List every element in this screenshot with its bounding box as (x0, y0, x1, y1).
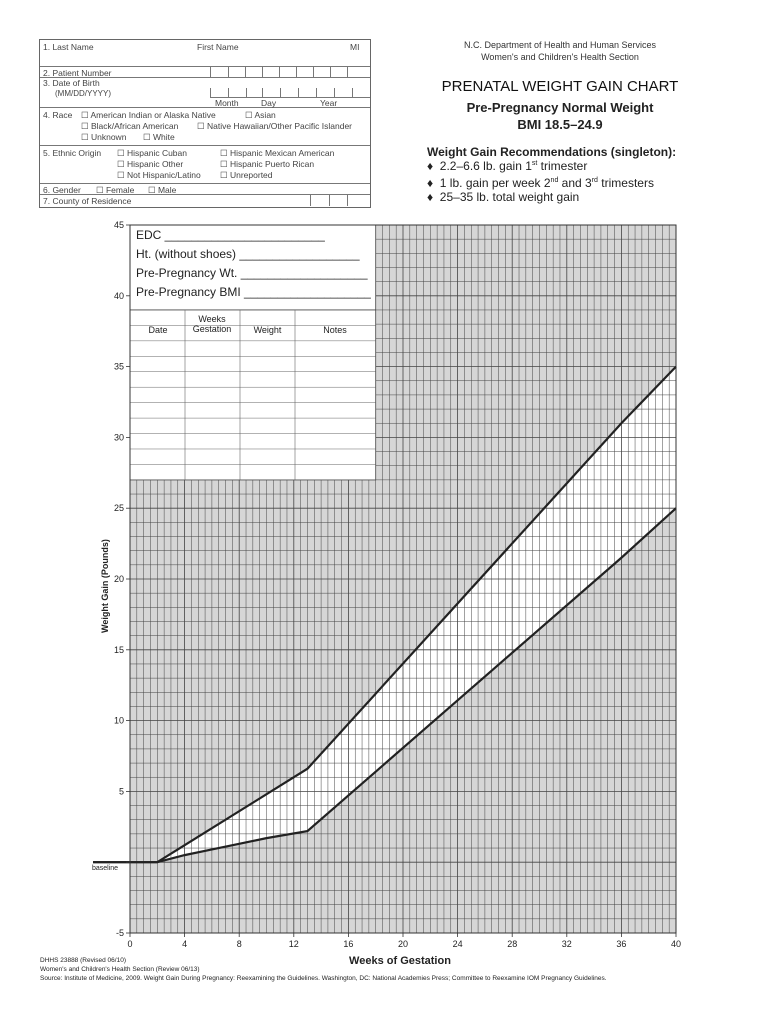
ethnic-option-not-hispanic[interactable]: ☐ Not Hispanic/Latino (117, 170, 201, 180)
race-option-black[interactable]: ☐ Black/African American (81, 121, 179, 131)
ethnic-option-unreported[interactable]: ☐ Unreported (220, 170, 273, 180)
first-name-label: First Name (197, 42, 239, 52)
diamond-bullet-icon: ♦ (427, 159, 434, 173)
race-option-american-indian[interactable]: ☐ American Indian or Alaska Native (81, 110, 216, 120)
baseline-label: baseline (92, 865, 119, 872)
col-header-notes: Notes (323, 325, 347, 335)
page-subtitle: Pre-Pregnancy Normal Weight (466, 100, 654, 115)
recommendation-item: ♦ 25–35 lb. total weight gain (427, 190, 580, 204)
x-tick-label: 36 (616, 939, 627, 949)
gender-option-female[interactable]: ☐ Female (96, 185, 135, 195)
last-name-label: 1. Last Name (43, 42, 94, 52)
ethnic-label: 5. Ethnic Origin (43, 148, 102, 158)
recommendation-item: ♦ 1 lb. gain per week 2nd and 3rd trimesters (427, 176, 654, 190)
review-note: Women's and Children's Health Section (Review 06/13) (40, 966, 200, 973)
x-tick-label: 40 (670, 939, 682, 949)
height-field[interactable]: Ht. (without shoes) __________________ (136, 247, 360, 261)
year-label: Year (320, 98, 338, 108)
record-panel (130, 225, 376, 480)
col-header-weight: Weight (253, 325, 282, 335)
page-title: PRENATAL WEIGHT GAIN CHART (441, 78, 679, 95)
x-tick-label: 24 (452, 939, 463, 949)
pre-pregnancy-weight-field[interactable]: Pre-Pregnancy Wt. ___________________ (136, 266, 368, 280)
race-label: 4. Race (43, 110, 73, 120)
x-axis-label: Weeks of Gestation (349, 955, 451, 967)
x-tick-label: 16 (343, 939, 354, 949)
recommendations-title: Weight Gain Recommendations (singleton): (427, 145, 677, 159)
mi-label: MI (350, 42, 360, 52)
dob-format-label: (MM/DD/YYYY) (55, 89, 111, 98)
y-tick-label: 45 (113, 220, 124, 230)
patient-number-label: 2. Patient Number (43, 68, 112, 78)
x-tick-label: 20 (397, 939, 409, 949)
gender-option-male[interactable]: ☐ Male (148, 185, 177, 195)
form-code: DHHS 23888 (Revised 06/10) (40, 957, 126, 964)
recommendation-item: ♦ 2.2–6.6 lb. gain 1st trimester (427, 159, 588, 173)
race-option-unknown[interactable]: ☐ Unknown (81, 132, 127, 142)
x-tick-label: 32 (561, 939, 572, 949)
bmi-range: BMI 18.5–24.9 (517, 117, 603, 132)
y-tick-label: 30 (113, 432, 124, 443)
y-axis-label: Weight Gain (Pounds) (100, 539, 110, 633)
gender-label: 6. Gender (43, 185, 81, 195)
x-tick-label: 12 (288, 939, 299, 949)
source-citation: Source: Institute of Medicine, 2009. Weight Gain During Pregnancy: Reexamining the Guidelines. Washington, DC: National Academies Press; Committee to Reexamine IOM Pregnancy Guidelines. (40, 975, 607, 982)
ethnic-option-other[interactable]: ☐ Hispanic Other (117, 159, 184, 169)
y-tick-label: 35 (113, 361, 124, 372)
department-name: N.C. Department of Health and Human Services (463, 40, 657, 50)
y-tick-label: 25 (113, 503, 124, 514)
col-header-date: Date (148, 325, 168, 335)
dob-label: 3. Date of Birth (43, 78, 100, 88)
ethnic-option-cuban[interactable]: ☐ Hispanic Cuban (117, 148, 187, 158)
day-label: Day (261, 98, 277, 108)
month-label: Month (215, 98, 239, 108)
y-tick-label: -5 (115, 928, 124, 938)
county-label: 7. County of Residence (43, 196, 132, 206)
diamond-bullet-icon: ♦ (427, 190, 434, 204)
race-option-white[interactable]: ☐ White (143, 132, 175, 142)
y-tick-label: 5 (118, 786, 124, 797)
y-tick-label: 40 (113, 290, 124, 301)
race-option-pacific-islander[interactable]: ☐ Native Hawaiian/Other Pacific Islander (197, 121, 353, 131)
col-header-weeks: Weeks Gestation (192, 314, 232, 334)
ethnic-option-mexican[interactable]: ☐ Hispanic Mexican American (220, 148, 335, 158)
x-tick-label: 28 (507, 939, 518, 949)
y-tick-label: 20 (113, 574, 124, 584)
edc-field[interactable]: EDC ________________________ (136, 228, 325, 242)
section-name: Women's and Children's Health Section (481, 52, 639, 62)
x-tick-label: 4 (182, 939, 188, 949)
diamond-bullet-icon: ♦ (427, 176, 434, 190)
x-tick-label: 0 (127, 939, 133, 949)
y-tick-label: 15 (113, 644, 124, 655)
pre-pregnancy-bmi-field[interactable]: Pre-Pregnancy BMI ___________________ (136, 285, 371, 299)
race-option-asian[interactable]: ☐ Asian (245, 110, 276, 120)
ethnic-option-puerto-rican[interactable]: ☐ Hispanic Puerto Rican (220, 159, 315, 169)
y-tick-label: 10 (113, 715, 124, 726)
x-tick-label: 8 (236, 939, 242, 949)
